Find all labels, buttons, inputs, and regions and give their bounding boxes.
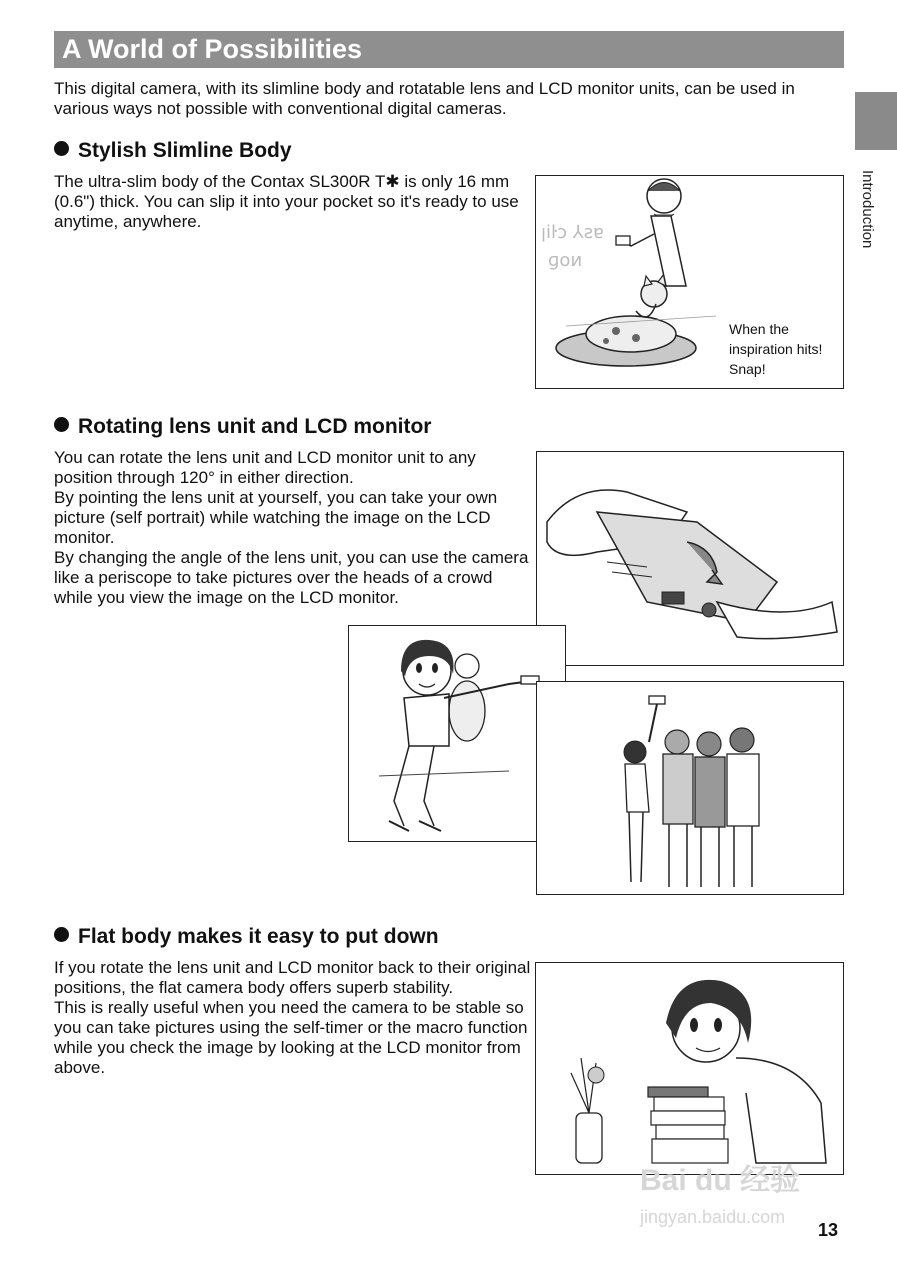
- section-body-flat-body: [54, 958, 532, 1078]
- section-heading-text: Flat body makes it easy to put down: [78, 925, 439, 948]
- watermark-url: jingyan.baidu.com: [640, 1207, 786, 1227]
- bullet-icon: [54, 417, 69, 432]
- section-heading-slimline: [54, 139, 292, 163]
- section-heading-rotating: [54, 415, 431, 439]
- section-body-rotating: [54, 448, 530, 608]
- side-tab-text: Introduction: [859, 170, 876, 249]
- svg-text:ɡoᴎ: ɡoᴎ: [548, 250, 583, 271]
- camera-rotation-drawing: [537, 452, 842, 664]
- illustration-self-portrait: [348, 625, 566, 842]
- bullet-icon: [54, 141, 69, 156]
- periscope-drawing: [537, 682, 842, 893]
- page-title: A World of Possibilities: [62, 34, 363, 64]
- section-heading-flat-body: [54, 925, 439, 949]
- section-paragraph: By changing the angle of the lens unit, you can use the camera like a periscope to take pictures over the heads of a crowd while you view the image on the LCD monitor.: [54, 548, 529, 607]
- illustration-slimline: [535, 175, 844, 389]
- section-paragraph: By pointing the lens unit at yourself, you can take your own picture (self portrait) while watching the image on the LCD monitor.: [54, 488, 498, 547]
- section-heading-text: Stylish Slimline Body: [78, 139, 292, 162]
- page-number: 13: [818, 1220, 839, 1240]
- section-heading-text: Rotating lens unit and LCD monitor: [78, 415, 432, 438]
- svg-text:ꞁiŀɔ ⅄ƨɐ: ꞁiŀɔ ⅄ƨɐ: [541, 222, 604, 243]
- side-tab-label: [848, 170, 897, 310]
- section-paragraph: If you rotate the lens unit and LCD monitor back to their original positions, the flat camera body offers superb stability.: [54, 958, 531, 997]
- self-portrait-drawing: [349, 626, 564, 840]
- bullet-icon: [54, 927, 69, 942]
- illustration-camera-rotation: [536, 451, 844, 666]
- watermark-brand: Bai du 经验: [640, 1164, 801, 1197]
- illustration-flat-body: [535, 962, 844, 1175]
- section-paragraph: You can rotate the lens unit and LCD monitor unit to any position through 120° in either direction.: [54, 448, 476, 487]
- caption-line: When the: [729, 321, 789, 337]
- intro-paragraph: This digital camera, with its slimline body and rotatable lens and LCD monitor units, can be used in various ways not possible with conventional digital cameras.: [54, 79, 795, 118]
- section-paragraph: The ultra-slim body of the Contax SL300R T✱ is only 16 mm (0.6") thick. You can slip it into your pocket so it's ready to use anytime, anywhere.: [54, 172, 519, 231]
- illustration-caption: [729, 319, 839, 379]
- caption-line: inspiration hits!: [729, 341, 823, 357]
- section-paragraph: This is really useful when you need the camera to be stable so you can take pictures using the self-timer or the macro function while you check the image by looking at the LCD monitor from above.: [54, 998, 528, 1077]
- side-tab-marker: [855, 92, 897, 150]
- illustration-periscope: [536, 681, 844, 895]
- flat-body-drawing: [536, 963, 842, 1173]
- caption-line: Snap!: [729, 361, 766, 377]
